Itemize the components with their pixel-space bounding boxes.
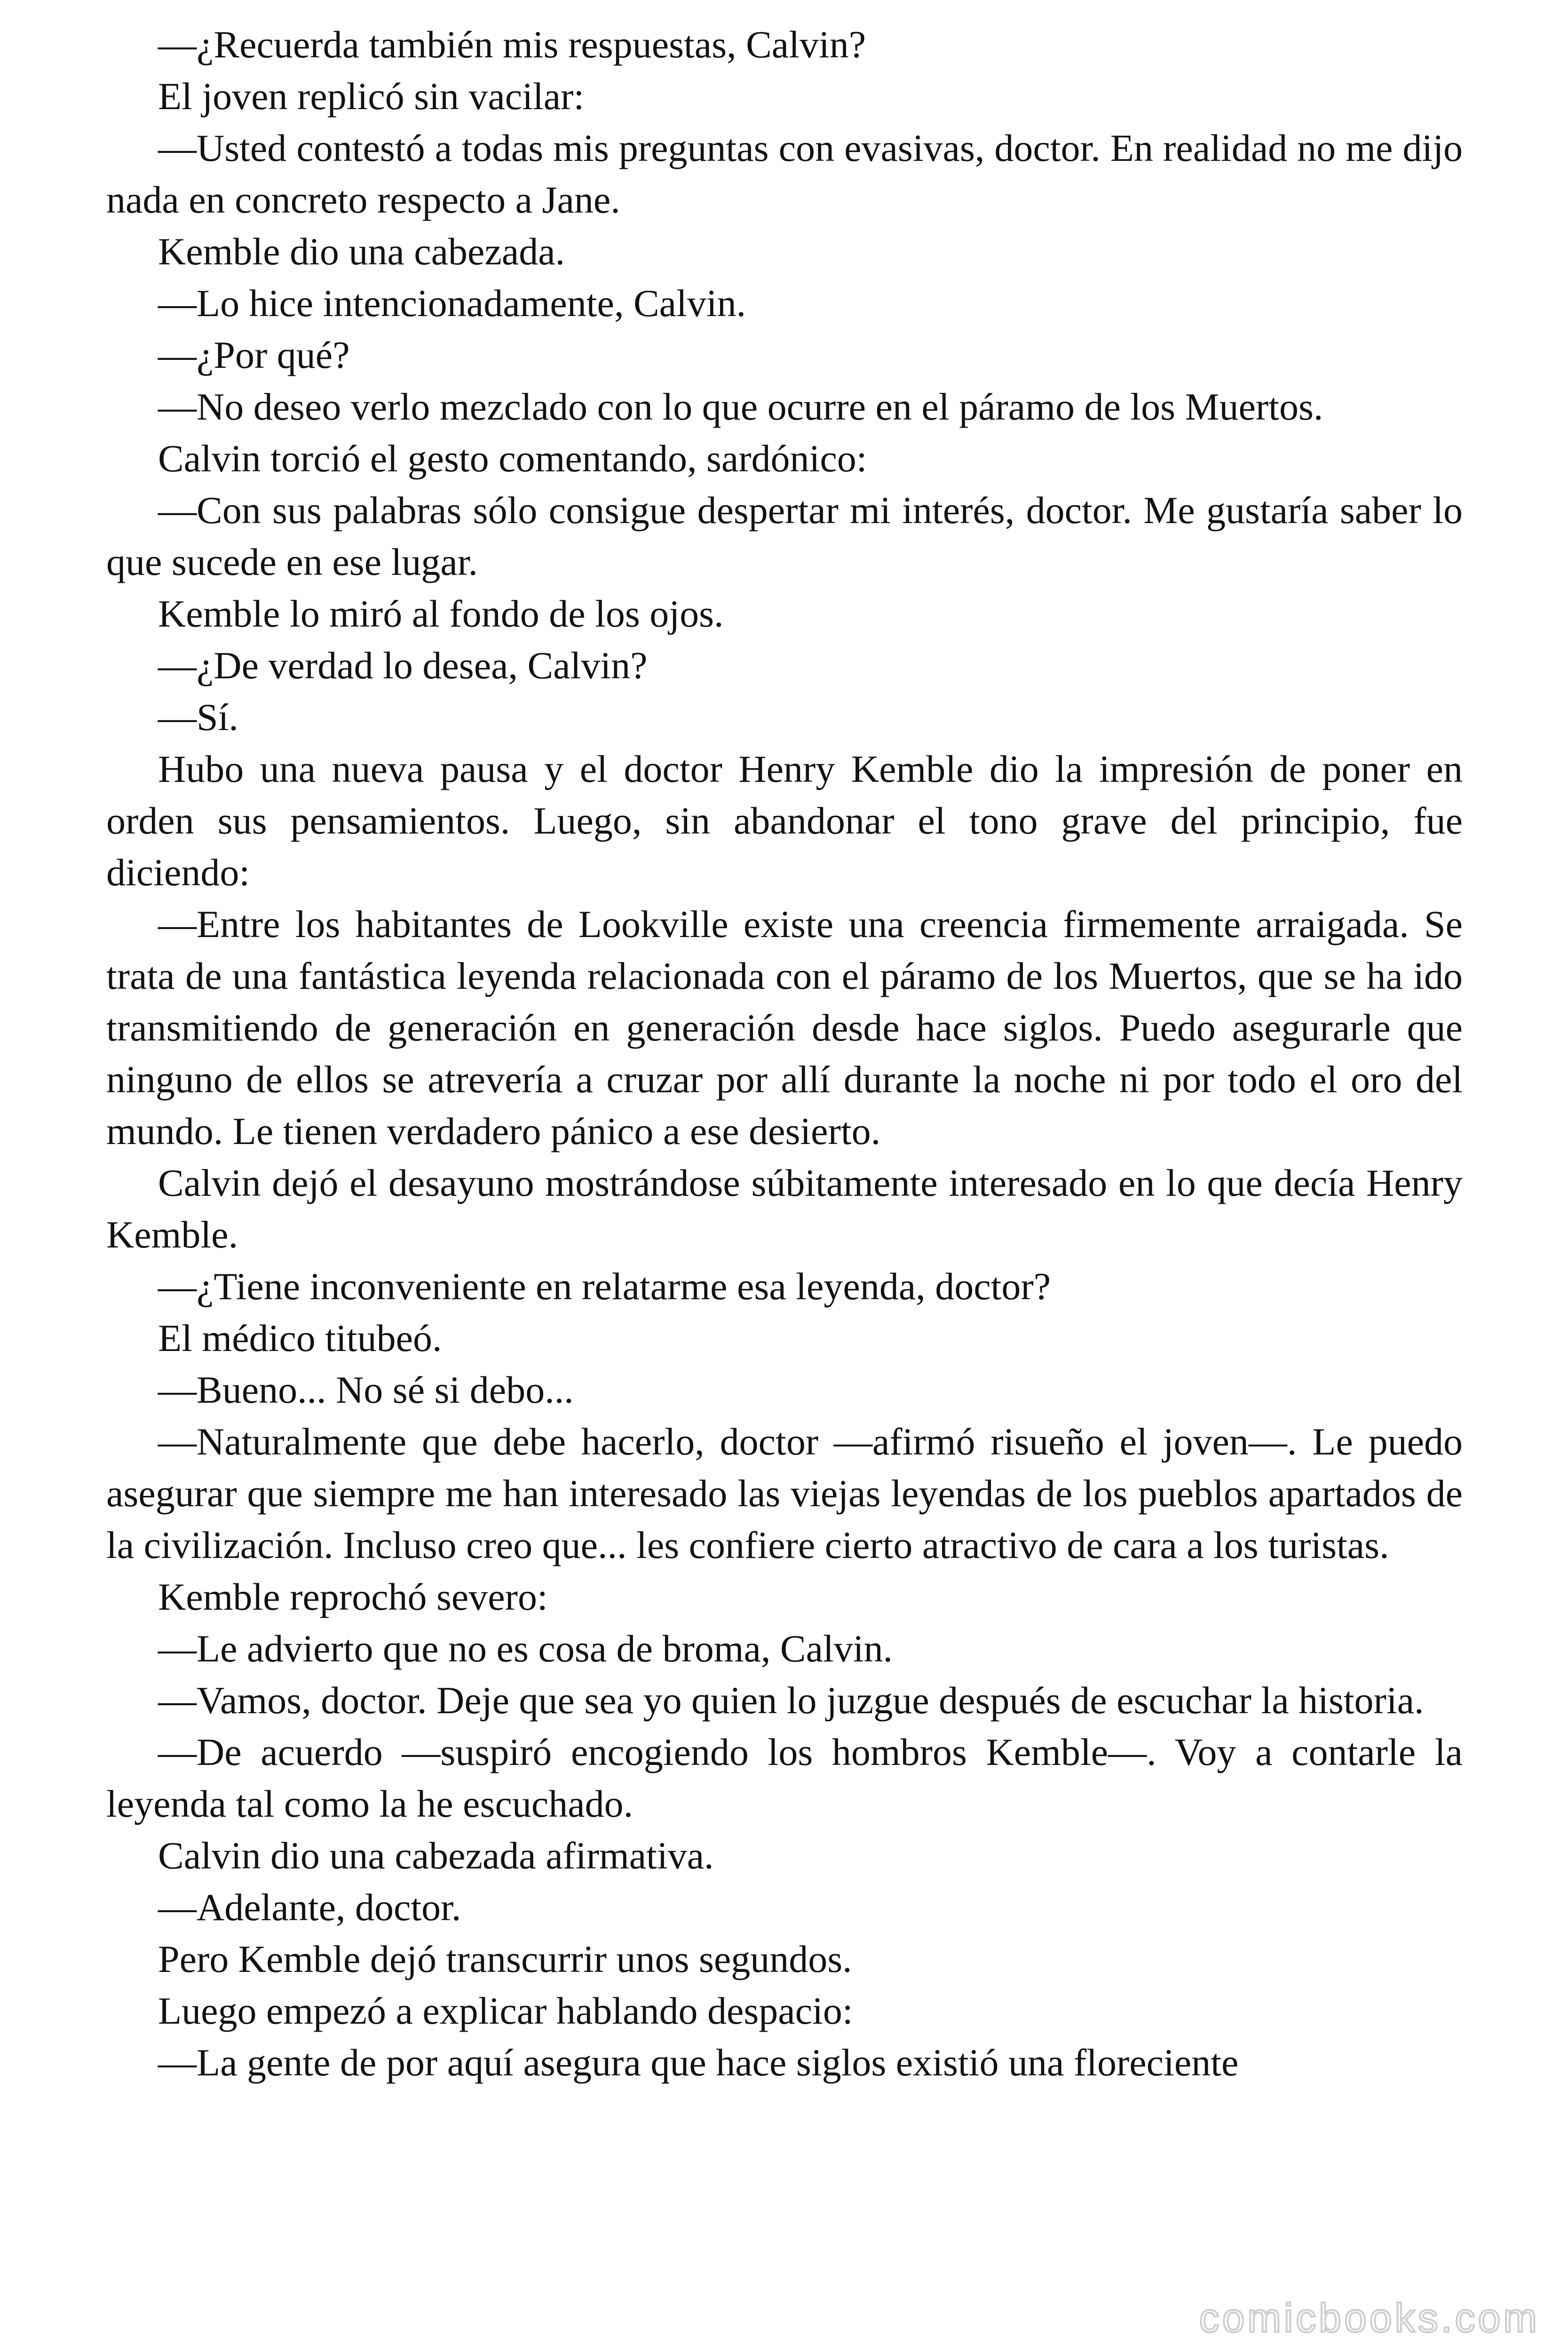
- paragraph: —Usted contestó a todas mis preguntas con evasivas, doctor. En realidad no me dijo nada en concreto respecto a Jane.: [106, 127, 1463, 221]
- paragraph: Kemble dio una cabezada.: [158, 230, 565, 273]
- paragraph: Pero Kemble dejó transcurrir unos segundos.: [158, 1938, 852, 1980]
- watermark: comicbooks.com: [1199, 2296, 1540, 2341]
- paragraph: —Lo hice intencionadamente, Calvin.: [158, 282, 746, 325]
- paragraph: —Sí.: [158, 696, 238, 739]
- paragraph: —La gente de por aquí asegura que hace siglos existió una floreciente: [158, 2041, 1239, 2084]
- paragraph: —Adelante, doctor.: [158, 1886, 461, 1929]
- paragraph: Luego empezó a explicar hablando despacio:: [158, 1989, 853, 2032]
- paragraph: Kemble reprochó severo:: [158, 1575, 548, 1618]
- paragraph: El médico titubeó.: [158, 1317, 442, 1359]
- paragraph: El joven replicó sin vacilar:: [158, 75, 585, 118]
- paragraph: —No deseo verlo mezclado con lo que ocurre en el páramo de los Muertos.: [158, 385, 1323, 428]
- paragraph: —De acuerdo —suspiró encogiendo los hombros Kemble—. Voy a contarle la leyenda tal como la he escuchado.: [106, 1731, 1463, 1825]
- paragraph: —Con sus palabras sólo consigue despertar mi interés, doctor. Me gustaría saber lo que sucede en ese lugar.: [106, 489, 1463, 583]
- paragraph: —¿De verdad lo desea, Calvin?: [158, 644, 648, 687]
- paragraph: Calvin dio una cabezada afirmativa.: [158, 1834, 714, 1877]
- paragraph: —¿Por qué?: [158, 334, 350, 376]
- paragraph: —Vamos, doctor. Deje que sea yo quien lo juzgue después de escuchar la historia.: [158, 1679, 1424, 1722]
- paragraph: Calvin torció el gesto comentando, sardónico:: [158, 437, 867, 480]
- paragraph: Calvin dejó el desayuno mostrándose súbitamente interesado en lo que decía Henry Kemble.: [106, 1161, 1463, 1256]
- paragraph: Hubo una nueva pausa y el doctor Henry Kemble dio la impresión de poner en orden sus pensamientos. Luego, sin abandonar el tono grave del principio, fue diciendo:: [106, 747, 1463, 894]
- paragraph: —Bueno... No sé si debo...: [158, 1368, 574, 1411]
- paragraph: —¿Tiene inconveniente en relatarme esa leyenda, doctor?: [158, 1265, 1051, 1308]
- paragraph: —Le advierto que no es cosa de broma, Calvin.: [158, 1627, 893, 1670]
- paragraph: Kemble lo miró al fondo de los ojos.: [158, 592, 724, 635]
- paragraph: —Naturalmente que debe hacerlo, doctor —afirmó risueño el joven—. Le puedo asegurar que siempre me han interesado las viejas leyendas de los pueblos apartados de la civilización. Incluso creo que... les confiere cierto atractivo de cara a los turistas.: [106, 1420, 1463, 1566]
- paragraph: —¿Recuerda también mis respuestas, Calvin?: [158, 23, 866, 66]
- paragraph: —Entre los habitantes de Lookville existe una creencia firmemente arraigada. Se trata de una fantástica leyenda relacionada con el páramo de los Muertos, que se ha ido transmitiendo de generación en generación desde hace siglos. Puedo asegurarle que ninguno de ellos se atrevería a cruzar por allí durante la noche ni por todo el oro del mundo. Le tienen verdadero pánico a ese desierto.: [106, 903, 1463, 1152]
- page-text: [106, 19, 1463, 2089]
